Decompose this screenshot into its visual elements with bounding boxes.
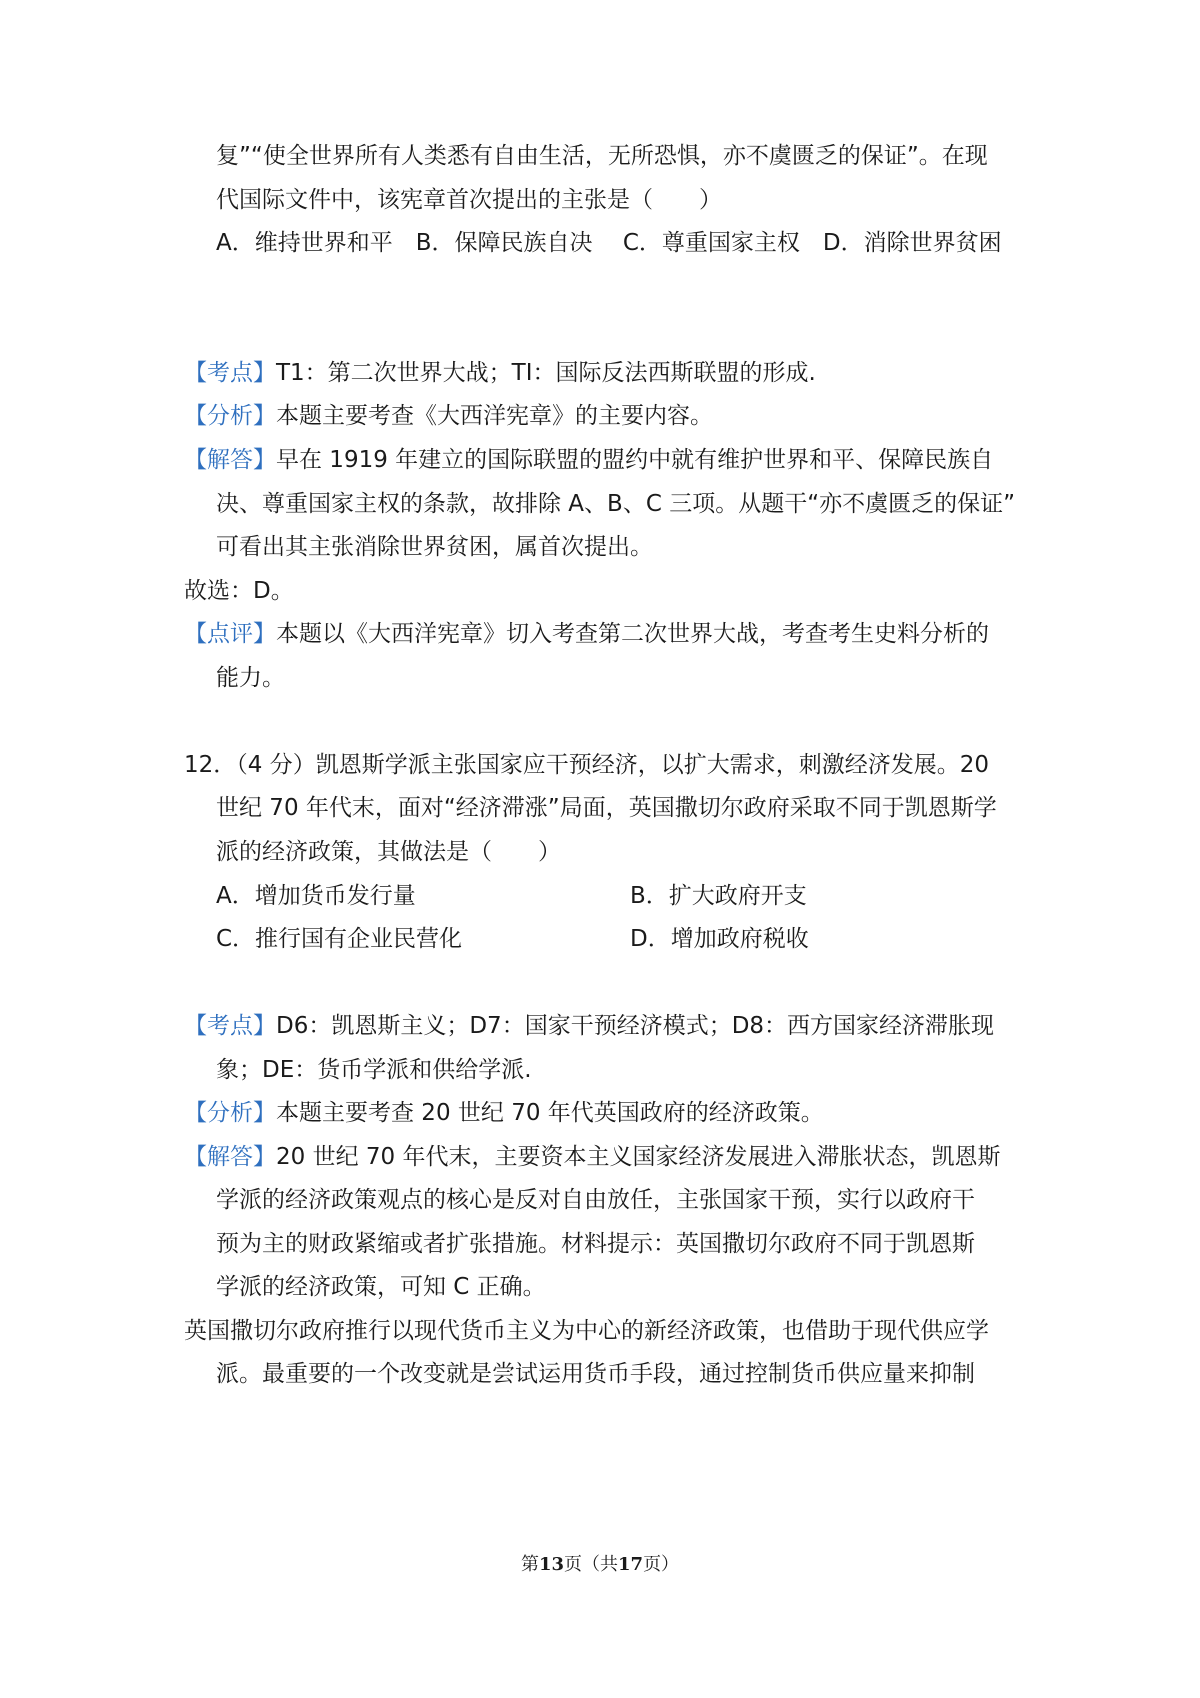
- a11-fenxi: [184, 400, 713, 432]
- dianping-tag: 【点评】: [184, 621, 276, 647]
- q11-stem-line-2: 代国际文件中，该宪章首次提出的主张是（ ）: [216, 187, 722, 213]
- a12-jieda-line-2: 学派的经济政策观点的核心是反对自由放任，主张国家干预，实行以政府干: [216, 1187, 975, 1213]
- a11-jieda: [184, 444, 993, 476]
- footer-prefix: 第: [520, 1554, 539, 1575]
- q12-option-b: B．扩大政府开支: [630, 883, 807, 909]
- a12-kaodian-line-2: 象；DE：货币学派和供给学派.: [216, 1057, 532, 1083]
- kaodian-tag: 【考点】: [184, 360, 276, 386]
- a11-kaodian: [184, 357, 816, 389]
- jieda-tag: 【解答】: [184, 1144, 276, 1170]
- footer-middle: 页（共: [564, 1554, 618, 1575]
- a12-jieda-line-1: 20 世纪 70 年代末，主要资本主义国家经济发展进入滞胀状态，凯恩斯: [276, 1144, 1001, 1170]
- fenxi-tag: 【分析】: [184, 403, 276, 429]
- a12-extra-line-2: 派。最重要的一个改变就是尝试运用货币手段，通过控制货币供应量来抑制: [216, 1361, 975, 1387]
- a12-kaodian: [184, 1010, 994, 1042]
- a11-dianping-line-1: 本题以《大西洋宪章》切入考查第二次世界大战，考查考生史料分析的: [276, 621, 989, 647]
- fenxi-tag: 【分析】: [184, 1100, 276, 1126]
- q11-stem-line-1: 复”“使全世界所有人类悉有自由生活，无所恐惧，亦不虞匮乏的保证”。在现: [216, 143, 988, 169]
- footer-suffix: 页）: [643, 1554, 680, 1575]
- kaodian-tag: 【考点】: [184, 1013, 276, 1039]
- a12-jieda-line-3: 预为主的财政紧缩或者扩张措施。材料提示：英国撒切尔政府不同于凯恩斯: [216, 1231, 975, 1257]
- a11-fenxi-text: 本题主要考查《大西洋宪章》的主要内容。: [276, 403, 713, 429]
- jieda-tag: 【解答】: [184, 447, 276, 473]
- current-page-number: 13: [538, 1554, 564, 1575]
- q12-option-c: C．推行国有企业民营化: [216, 926, 463, 952]
- q12-stem-line-1: 12．（4 分）凯恩斯学派主张国家应干预经济，以扩大需求，刺激经济发展。20: [184, 752, 989, 778]
- total-page-number: 17: [618, 1554, 644, 1575]
- q12-option-a: A．增加货币发行量: [216, 883, 416, 909]
- a11-dianping-line-2: 能力。: [216, 665, 285, 691]
- a11-kaodian-text: T1：第二次世界大战；TI：国际反法西斯联盟的形成.: [276, 360, 816, 386]
- q12-option-d: D．增加政府税收: [630, 926, 809, 952]
- q12-stem-line-3: 派的经济政策，其做法是（ ）: [216, 839, 561, 865]
- a12-fenxi: [184, 1097, 824, 1129]
- a12-fenxi-text: 本题主要考查 20 世纪 70 年代英国政府的经济政策。: [276, 1100, 824, 1126]
- a12-extra-line-1: 英国撒切尔政府推行以现代货币主义为中心的新经济政策，也借助于现代供应学: [184, 1318, 989, 1344]
- a12-jieda: [184, 1141, 1000, 1173]
- page-footer: [0, 1552, 1200, 1578]
- a12-kaodian-line-1: D6：凯恩斯主义；D7：国家干预经济模式；D8：西方国家经济滞胀现: [276, 1013, 995, 1039]
- a11-answer: 故选：D。: [184, 578, 294, 604]
- q12-stem-line-2: 世纪 70 年代末，面对“经济滞涨”局面，英国撒切尔政府采取不同于凯恩斯学: [216, 795, 997, 821]
- a11-jieda-line-3: 可看出其主张消除世界贫困，属首次提出。: [216, 534, 653, 560]
- a11-jieda-line-1: 早在 1919 年建立的国际联盟的盟约中就有维护世界和平、保障民族自: [276, 447, 994, 473]
- a12-jieda-line-4: 学派的经济政策，可知 C 正确。: [216, 1274, 546, 1300]
- a11-dianping: [184, 618, 989, 650]
- a11-jieda-line-2: 决、尊重国家主权的条款，故排除 A、B、C 三项。从题干“亦不虞匮乏的保证”: [216, 491, 1016, 517]
- q11-options: A．维持世界和平 B．保障民族自决 C．尊重国家主权 D．消除世界贫困: [216, 230, 1002, 256]
